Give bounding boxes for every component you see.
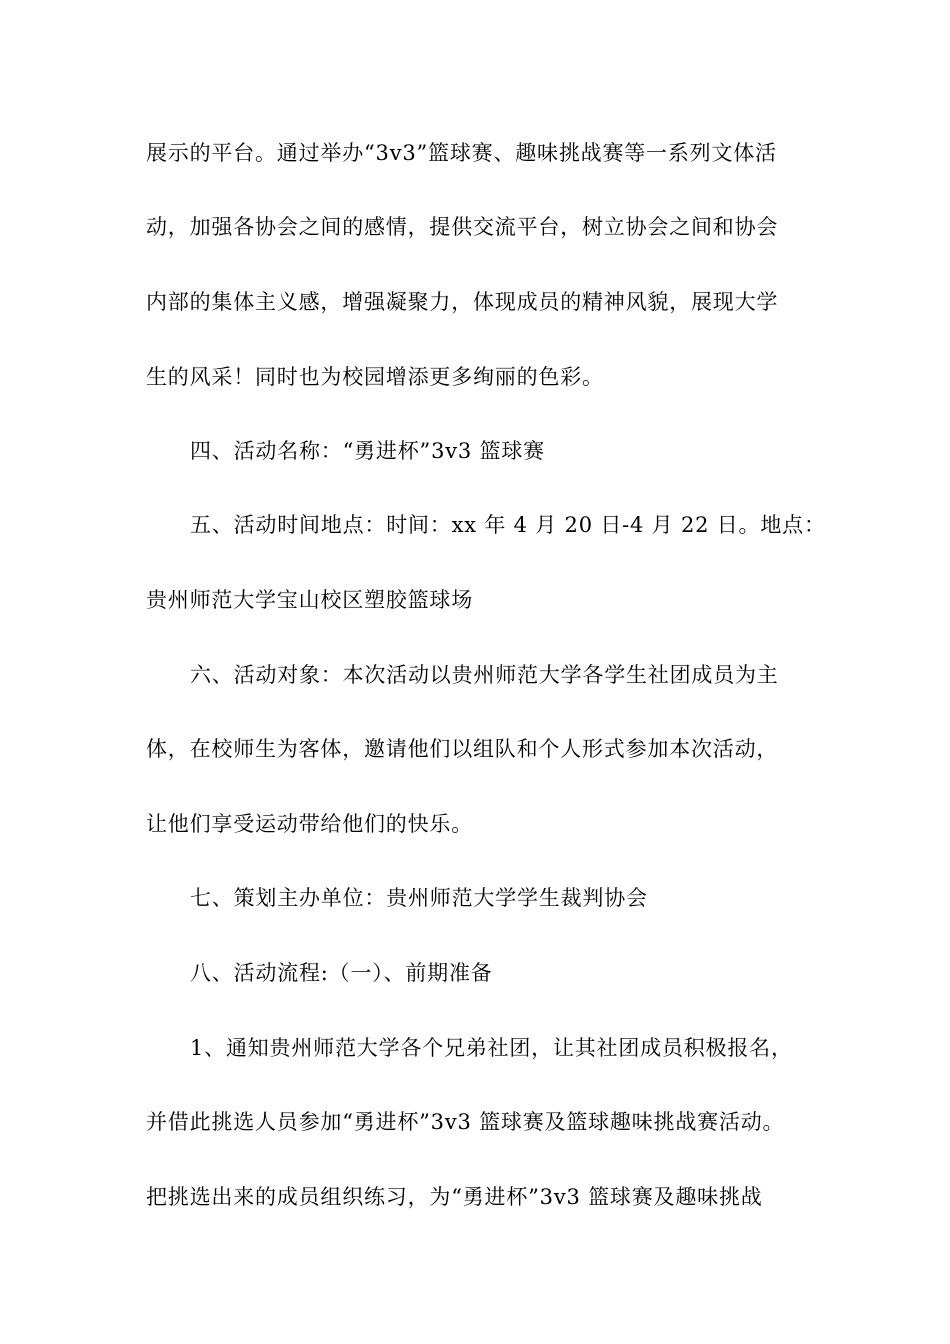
section-heading-audience: 六、活动对象：本次活动以贵州师范大学各学生社团成员为主 — [190, 663, 779, 687]
section-heading-organizer: 七、策划主办单位：贵州师范大学学生裁判协会 — [190, 886, 648, 910]
section-heading-process: 八、活动流程:（一）、前期准备 — [190, 961, 493, 985]
paragraph-line: 内部的集体主义感，增强凝聚力，体现成员的精神风貌，展现大学 — [146, 290, 779, 314]
paragraph-line: 让他们享受运动带给他们的快乐。 — [146, 812, 473, 836]
paragraph-line: 展示的平台。通过举办“3v3”篮球赛、趣味挑战赛等一系列文体活 — [146, 141, 777, 165]
paragraph-line: 把挑选出来的成员组织练习，为“勇进杯”3v3 篮球赛及趣味挑战 — [146, 1185, 763, 1209]
section-heading-time-location: 五、活动时间地点：时间：xx 年 4 月 20 日-4 月 22 日。地点： — [190, 513, 826, 537]
list-item-1: 1、通知贵州师范大学各个兄弟社团，让其社团成员积极报名， — [190, 1036, 793, 1060]
paragraph-line: 并借此挑选人员参加“勇进杯”3v3 篮球赛及篮球趣味挑战赛活动。 — [146, 1110, 785, 1134]
paragraph-line: 生的风采！同时也为校园增添更多绚丽的色彩。 — [146, 365, 604, 389]
section-heading-activity-name: 四、活动名称：“勇进杯”3v3 篮球赛 — [190, 439, 545, 463]
paragraph-line: 贵州师范大学宝山校区塑胶篮球场 — [146, 588, 473, 612]
paragraph-line: 体，在校师生为客体，邀请他们以组队和个人形式参加本次活动， — [146, 737, 779, 761]
paragraph-line: 动，加强各协会之间的感情，提供交流平台，树立协会之间和协会 — [146, 215, 779, 239]
